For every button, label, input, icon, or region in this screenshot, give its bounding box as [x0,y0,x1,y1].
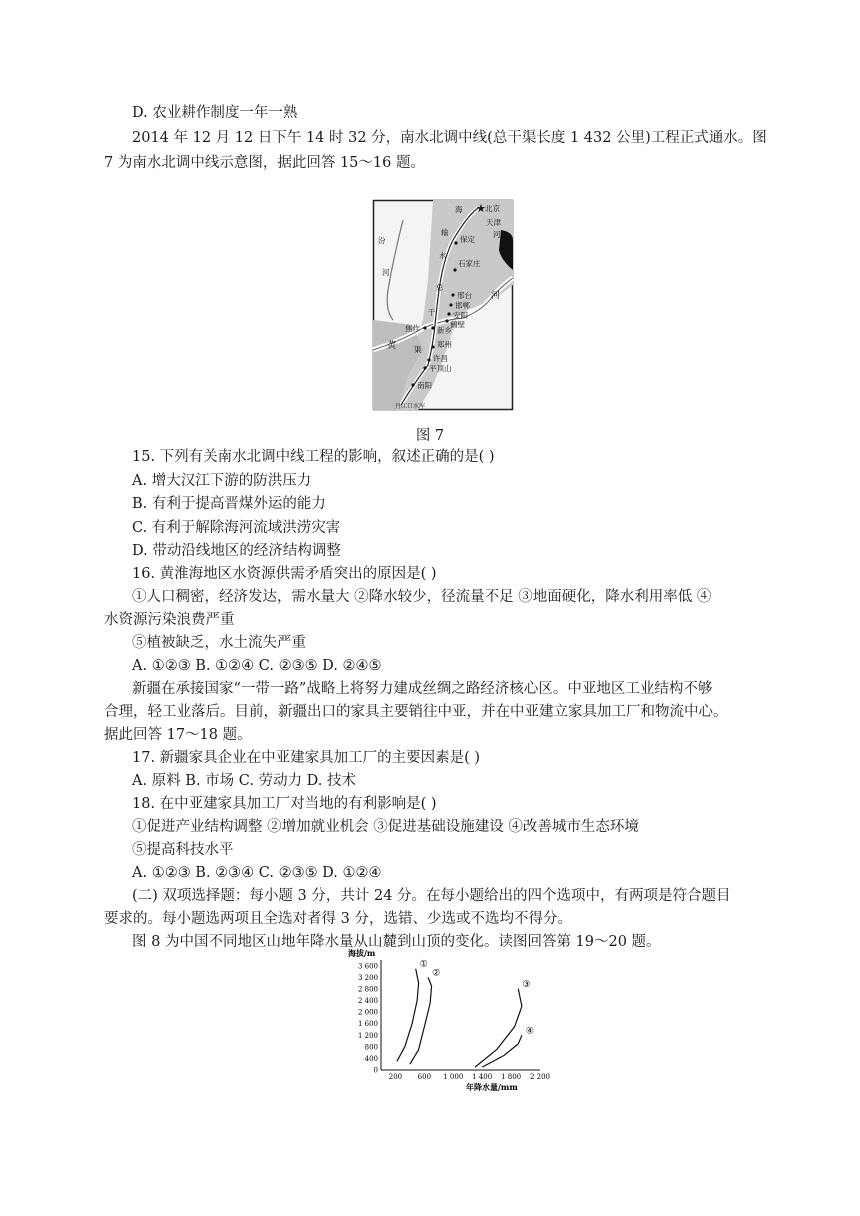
q18-options: A. ①②③ B. ②③④ C. ②③⑤ D. ①②④ [132,865,382,881]
label-huang: 黄 [387,341,397,351]
curve-label-1: ① [419,959,428,970]
intro-figure-8: 图 8 为中国不同地区山地年降水量从山麓到山顶的变化。读图回答第 19～20 题。 [132,934,661,950]
y-tick-label: 3 600 [357,962,378,971]
question-16: 16. 黄淮海地区水资源供需矛盾突出的原因是( ) [132,566,437,582]
label-jiaozuo: 焦作 [405,324,420,333]
y-axis-title: 海拔/m [348,948,376,958]
x-tick-label: 2 200 [529,1073,551,1081]
q16-statements-cont: 水资源污染浪费严重 [104,612,235,628]
curve-label-3: ③ [522,979,531,990]
curve-label-2: ② [431,968,441,979]
figure-7-caption: 图 7 [415,428,445,444]
label-canal-shui: 水 [439,251,447,260]
label-he-big: 河 [491,291,501,301]
x-tick-label: 600 [417,1073,432,1081]
q15-option-c: C. 有利于解除海河流域洪涝灾害 [132,520,341,536]
intro-south-north-water-cont: 7 为南水北调中线示意图，据此回答 15～16 题。 [104,155,425,171]
label-pingdingshan: 平顶山 [429,364,452,373]
label-hebi: 鹤壁 [450,320,465,329]
question-15: 15. 下列有关南水北调中线工程的影响，叙述正确的是( ) [132,449,495,465]
question-18: 18. 在中亚建家具加工厂对当地的有利影响是( ) [132,796,437,812]
label-anyang: 安阳 [453,311,468,320]
q15-option-a: A. 增大汉江下游的防洪压力 [132,473,312,489]
label-zhengzhou: 郑州 [437,340,452,349]
label-canal-shu: 输 [441,228,449,237]
label-he-left: 河 [382,268,390,277]
label-xingtai: 邢台 [457,291,472,300]
y-tick-label: 0 [373,1066,378,1075]
label-baoding: 保定 [460,235,475,244]
label-tianjin: 天津 [486,218,501,227]
q18-statement-5: ⑤提高科技水平 [132,842,234,858]
q16-statement-5: ⑤植被缺乏，水土流失严重 [132,635,306,651]
q16-statements: ①人口稠密，经济发达，需水量大 ②降水较少，径流量不足 ③地面硬化，降水利用率低 ④ [132,589,712,605]
y-tick-label: 800 [364,1043,378,1052]
option-d-q14: D. 农业耕作制度一年一熟 [132,105,298,121]
y-tick-label: 3 200 [357,973,378,982]
svg-text:★: ★ [476,202,486,215]
label-fen: 汾 [378,236,386,245]
x-tick-label: 1 400 [472,1073,493,1081]
label-canal-qu: 渠 [414,345,422,354]
curve-label-4: ④ [525,1026,535,1037]
intro-xinjiang: 新疆在承接国家“一带一路”战略上将努力建成丝绸之路经济核心区。中亚地区工业结构不够 [132,681,713,697]
y-tick-label: 2 000 [357,1008,378,1017]
y-tick-label: 2 800 [357,985,378,994]
label-xuchang: 许昌 [433,354,448,363]
y-tick-label: 400 [364,1054,378,1063]
curve-4 [482,1035,522,1067]
x-tick-label: 1 800 [501,1073,522,1081]
label-canal-zong: 总 [436,283,444,292]
x-tick-label: 200 [388,1073,403,1081]
q17-options: A. 原料 B. 市场 C. 劳动力 D. 技术 [132,773,357,789]
section-2-header-cont: 要求的。每小题选两项且全选对者得 3 分，选错、少选或不选均不得分。 [104,911,572,927]
label-canal-gan: 干 [428,308,436,317]
intro-xinjiang-cont-2: 据此回答 17～18 题。 [104,727,252,743]
label-he-river-right: 河 [493,230,501,239]
label-xinxiang: 新乡 [437,326,452,335]
label-nanyang: 南阳 [417,381,432,390]
intro-xinjiang-cont-1: 合理，轻工业落后。目前，新疆出口的家具主要销往中亚，并在中亚建立家具加工厂和物流中心。 [104,704,728,720]
question-17: 17. 新疆家具企业在中亚建家具加工厂的主要因素是( ) [132,750,481,766]
curve-1 [397,969,419,1062]
y-tick-label: 1 200 [357,1031,378,1040]
y-tick-label: 1 600 [357,1020,378,1029]
x-tick-label: 1 000 [443,1073,464,1081]
label-beijing: 北京 [485,204,500,213]
q16-options: A. ①②③ B. ①②④ C. ②③⑤ D. ②④⑤ [132,658,382,674]
south-north-water-diversion-map [373,200,513,410]
q15-option-d: D. 带动沿线地区的经济结构调整 [132,543,341,559]
x-axis-title: 年降水量/mm [466,1082,518,1092]
q15-option-b: B. 有利于提高晋煤外运的能力 [132,496,326,512]
label-danjiangkou: 丹江口水库 [395,403,426,410]
curve-3 [475,989,522,1067]
section-2-header: (二) 双项选择题：每小题 3 分，共计 24 分。在每小题给出的四个选项中，有两项是符合题目 [132,888,731,904]
label-shijiazhuang: 石家庄 [458,259,481,268]
precipitation-altitude-chart [348,946,551,1094]
label-hai: 海 [455,205,463,214]
y-tick-label: 2 400 [357,997,378,1006]
intro-south-north-water: 2014 年 12 月 12 日下午 14 时 32 分，南水北调中线(总干渠长度 1 432 公里)工程正式通水。图 [132,130,767,146]
q18-statements: ①促进产业结构调整 ②增加就业机会 ③促进基础设施建设 ④改善城市生态环境 [132,819,639,835]
label-handan: 邯郸 [455,301,470,310]
